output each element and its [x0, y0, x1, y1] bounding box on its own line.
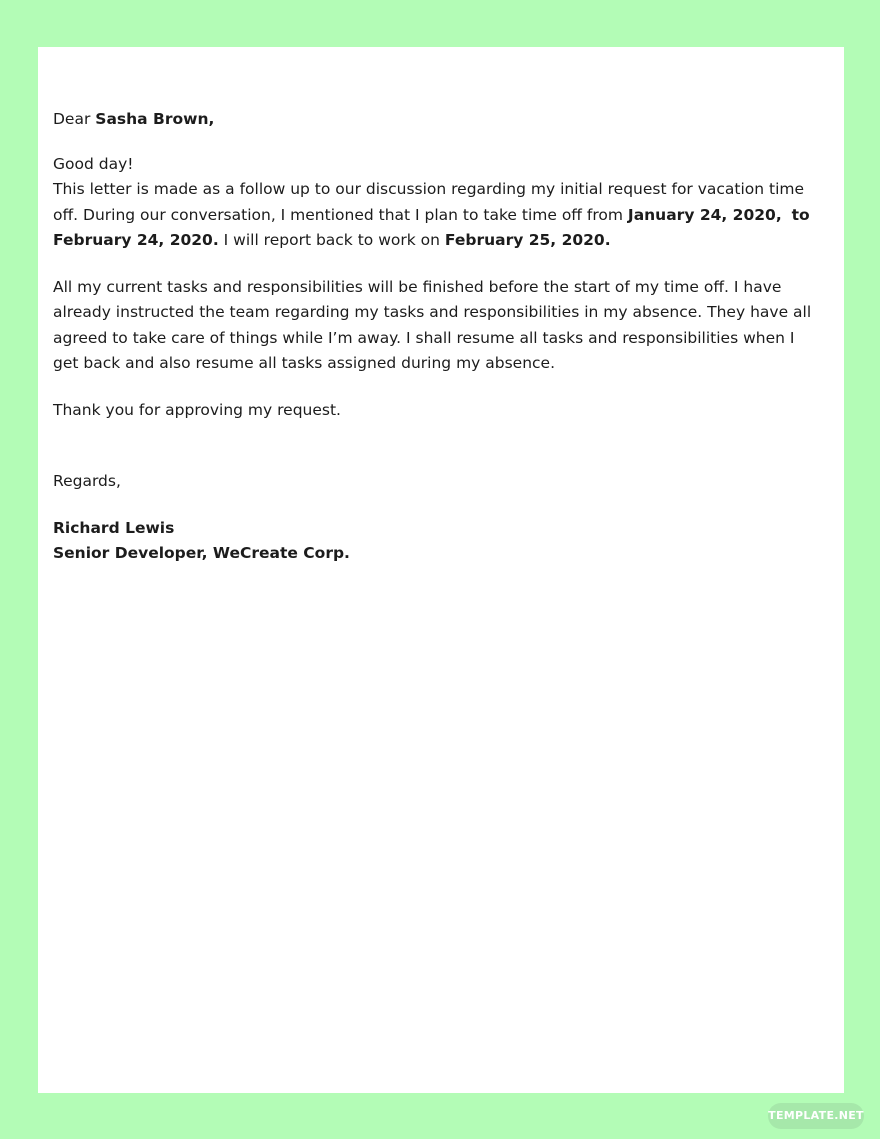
paragraph-handover: All my current tasks and responsibilities will be finished before the start of my time off. I have already instructed the team regarding my tasks and responsibilities in my absence. They have all agreed to take care of things while I’m away. I shall resume all tasks and responsibilities when I get back and also resume all tasks assigned during my absence. [53, 277, 812, 372]
greeting: Good day! [53, 154, 134, 173]
sender-name [53, 516, 813, 542]
closing: Regards, [53, 472, 121, 490]
letter-body [53, 107, 813, 567]
letter-page [38, 47, 844, 1093]
sender-name-text: Richard Lewis [53, 518, 175, 537]
recipient-name: Sasha Brown, [95, 110, 215, 128]
start-date: January 24, 2020, [627, 205, 782, 224]
paragraph-request-text: This letter is made as a follow up to our discussion regarding my initial request for vacation time off. During our conversation, I mentioned that I plan to take time off from [53, 180, 805, 224]
date-separator [782, 206, 792, 224]
thanks-line: Thank you for approving my request. [53, 400, 341, 419]
return-date: February 25, 2020. [444, 231, 611, 249]
watermark-badge: TEMPLATE.NET [768, 1103, 864, 1129]
end-date: to February 24, 2020. [53, 205, 810, 249]
sender-title-text: Senior Developer, WeCreate Corp. [53, 544, 350, 562]
salutation-prefix: Dear [53, 110, 96, 128]
salutation [53, 107, 813, 133]
sender-title [53, 541, 813, 567]
return-text: I will report back to work on [218, 231, 445, 249]
paragraph-request [53, 177, 813, 254]
